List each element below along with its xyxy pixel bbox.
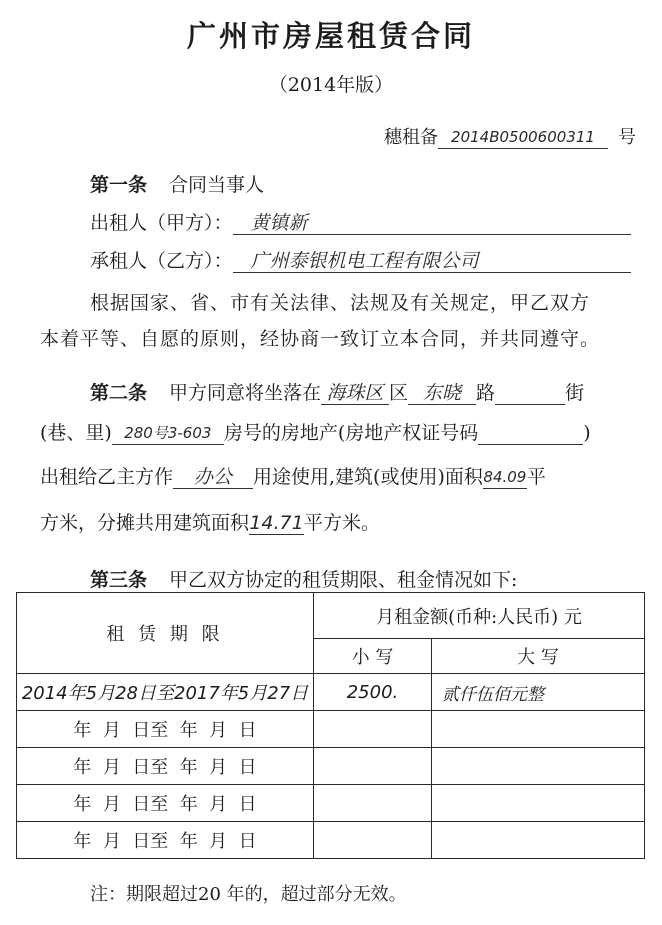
lessor-value: 黄镇新: [233, 212, 631, 235]
article2-line2: [40, 418, 591, 445]
row-period: 年 月 日至 年 月 日: [17, 822, 314, 859]
article2-line1: [90, 378, 584, 405]
article2-text11: 方米，分摊共用建筑面积: [40, 512, 250, 534]
article1-heading: 第一条: [90, 174, 148, 196]
registration-line: [384, 123, 636, 149]
table-row: [17, 785, 645, 822]
lessee-line: [90, 246, 631, 273]
street-blank: [495, 404, 565, 405]
lessor-label: 出租人（甲方）：: [90, 212, 233, 234]
article2-line4: [40, 508, 380, 535]
table-header-row: [17, 593, 645, 639]
article2-text9: 用途使用,建筑(或使用)面积: [253, 466, 483, 488]
header-period: 租 赁 期 限: [17, 593, 314, 674]
article2-text3: 路: [476, 382, 496, 404]
house-number-value: 280号3-603: [112, 422, 224, 445]
article2-text12: 平方米。: [304, 512, 381, 534]
area-value: 84.09: [483, 466, 527, 489]
row-small: [314, 748, 432, 785]
row-small: 2500.: [314, 674, 432, 711]
article2-text1: 甲方同意将坐落在: [169, 382, 322, 404]
rent-table: [16, 592, 645, 859]
article2-text10: 平: [526, 466, 546, 488]
table-row: [17, 822, 645, 859]
row-period: 年 月 日至 年 月 日: [17, 785, 314, 822]
row-big: 贰仟伍佰元整: [432, 674, 645, 711]
article2-text2: 区: [389, 382, 409, 404]
article2-text8: 出租给乙主方作: [40, 466, 174, 488]
article3-line: [90, 565, 517, 592]
header-big: 大 写: [432, 639, 645, 674]
row-big: [432, 822, 645, 859]
row-big: [432, 711, 645, 748]
row-period: 年 月 日至 年 月 日: [17, 711, 314, 748]
header-rent: 月租金额(币种:人民币) 元: [314, 593, 645, 639]
lessee-value: 广州泰银机电工程有限公司: [233, 250, 631, 273]
article2-text5: (巷、里): [40, 422, 112, 444]
table-row: [17, 711, 645, 748]
shared-area-value: 14.71: [249, 512, 304, 534]
article1-heading-line: [90, 170, 264, 197]
purpose-value: 办公: [173, 466, 253, 489]
registration-prefix: 穗租备: [384, 127, 438, 148]
lessee-label: 承租人（乙方）：: [90, 250, 233, 272]
header-small: 小 写: [314, 639, 432, 674]
article2-text6: 房号的房地产(房地产权证号码: [223, 422, 479, 444]
table-row: [17, 674, 645, 711]
registration-number: 2014B0500600311: [438, 126, 608, 149]
row-small: [314, 711, 432, 748]
district-value: 海珠区: [321, 382, 389, 405]
certificate-blank: [478, 444, 583, 445]
article2-text4: 街: [565, 382, 585, 404]
article3-text: 甲乙双方协定的租赁期限、租金情况如下:: [169, 569, 518, 591]
row-period: 2014年5月28日至2017年5月27日: [17, 674, 314, 711]
row-big: [432, 748, 645, 785]
article3-heading: 第三条: [90, 569, 148, 591]
page-title: 广州市房屋租赁合同: [186, 19, 475, 53]
row-small: [314, 822, 432, 859]
row-period: 年 月 日至 年 月 日: [17, 748, 314, 785]
article1-paragraph-line2: 本着平等、自愿的原则，经协商一致订立本合同，并共同遵守。: [40, 328, 601, 350]
article1-heading-text: 合同当事人: [169, 174, 265, 196]
registration-suffix: 号: [618, 127, 636, 148]
row-big: [432, 785, 645, 822]
edition: （2014年版）: [268, 74, 394, 96]
road-value: 东晓: [408, 382, 476, 405]
article2-text7: ): [583, 422, 591, 444]
article1-paragraph-line1: 根据国家、省、市有关法律、法规及有关规定，甲乙双方: [90, 292, 591, 314]
row-small: [314, 785, 432, 822]
footnote: 注：期限超过20 年的，超过部分无效。: [90, 884, 407, 905]
article2-heading: 第二条: [90, 382, 148, 404]
table-row: [17, 748, 645, 785]
article2-line3: [40, 462, 546, 489]
lessor-line: [90, 208, 631, 235]
